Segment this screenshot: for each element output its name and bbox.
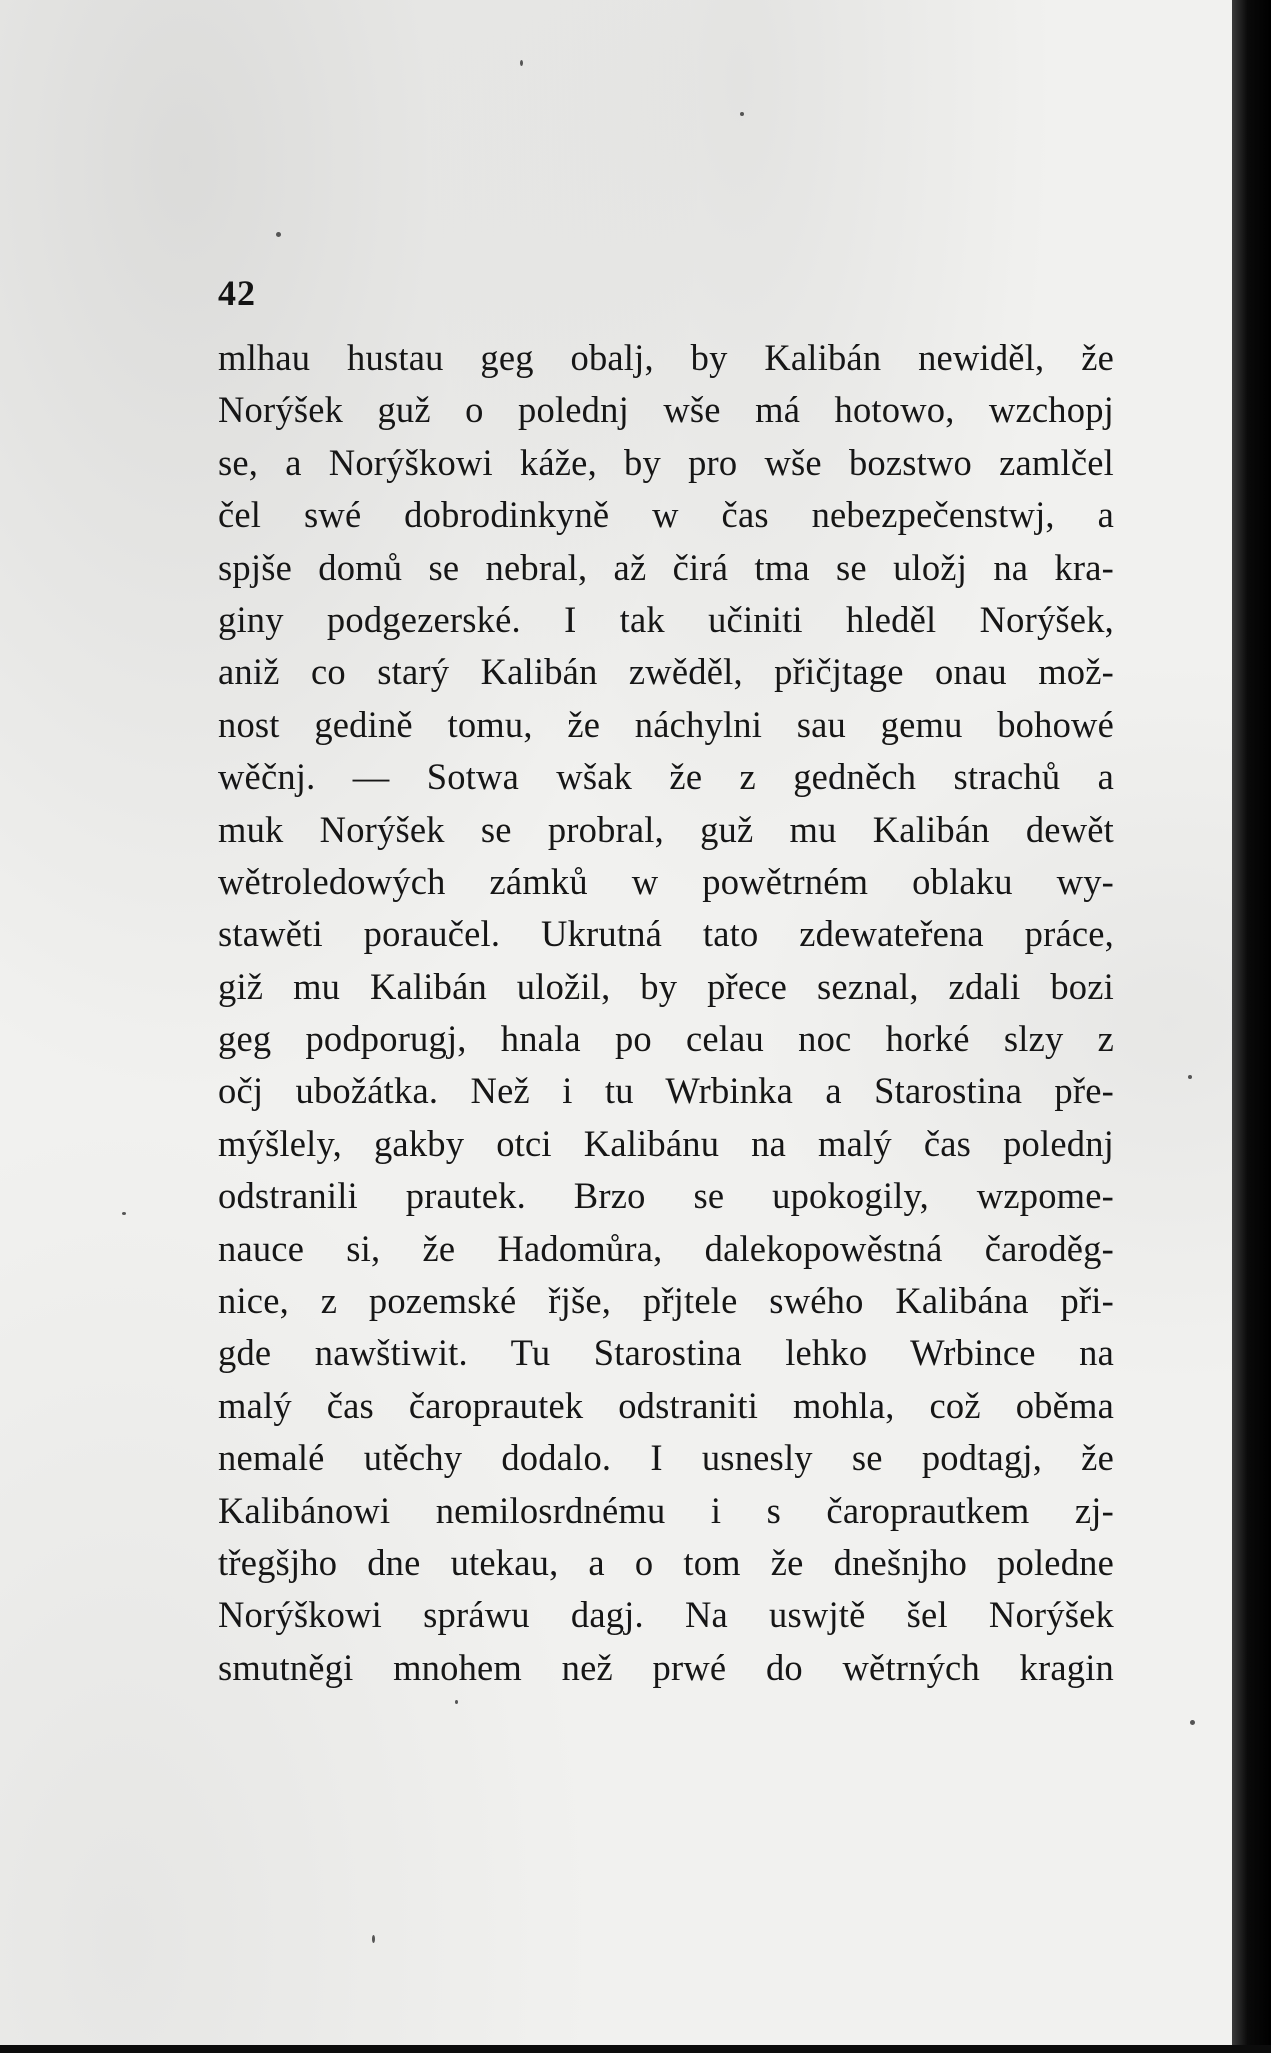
text-line: giny podgezerské. I tak učiniti hleděl Norýšek, xyxy=(218,598,1114,640)
paper-speck xyxy=(372,1935,375,1943)
text-line: se, a Norýškowi káže, by pro wše bozstwo zamlčel xyxy=(218,441,1114,483)
text-line: wěčnj. — Sotwa wšak že z gedněch strachů a xyxy=(218,756,1114,798)
text-line: mlhau hustau geg obalj, by Kalibán newiděl, že xyxy=(218,337,1114,378)
text-line: Norýškowi spráwu dagj. Na uswjtě šel Norýšek xyxy=(218,1594,1114,1636)
paper-speck xyxy=(455,1700,458,1704)
text-line: muk Norýšek se probral, guž mu Kalibán dewět xyxy=(218,808,1114,850)
page-number: 42 xyxy=(218,273,256,313)
text-line: giž mu Kalibán uložil, by přece seznal, zdali bozi xyxy=(218,965,1114,1007)
text-line: nauce si, že Hadomůra, dalekopowěstná čaroděg- xyxy=(218,1227,1114,1269)
text-line: nice, z pozemské řjše, přjtele swého Kalibána při- xyxy=(218,1280,1114,1322)
text-line: smutněgi mnohem než prwé do wětrných kragin xyxy=(218,1646,1114,1688)
paper-speck xyxy=(122,1212,126,1215)
text-line: odstranili prautek. Brzo se upokogily, wzpome- xyxy=(218,1175,1114,1217)
paper-speck xyxy=(1190,1720,1195,1725)
text-line: mýšlely, gakby otci Kalibánu na malý čas polednj xyxy=(218,1122,1114,1164)
text-line: gde nawštiwit. Tu Starostina lehko Wrbince na xyxy=(218,1332,1114,1374)
text-line: aniž co starý Kalibán zwěděl, přičjtage onau mož- xyxy=(218,651,1114,693)
page-edge-bottom xyxy=(0,2045,1271,2053)
text-line: stawěti poraučel. Ukrutná tato zdewateřena práce, xyxy=(218,913,1114,955)
text-line: spjše domů se nebral, až čirá tma se uložj na kra- xyxy=(218,546,1114,588)
paper-speck xyxy=(276,232,281,237)
text-line: malý čas čaroprautek odstraniti mohla, což oběma xyxy=(218,1384,1114,1426)
text-line: geg podporugj, hnala po celau noc horké slzy z xyxy=(218,1018,1114,1060)
page-edge-shadow xyxy=(1232,0,1271,2053)
text-line: očj ubožátka. Než i tu Wrbinka a Starostina pře- xyxy=(218,1070,1114,1112)
text-line: třegšjho dne utekau, a o tom že dnešnjho poledne xyxy=(218,1541,1114,1583)
paper-speck xyxy=(740,112,744,116)
text-line: Norýšek guž o polednj wše má hotowo, wzchopj xyxy=(218,389,1114,431)
body-text xyxy=(218,332,1114,1694)
text-line: čel swé dobrodinkyně w čas nebezpečenstwj, a xyxy=(218,494,1114,536)
text-line: Kalibánowi nemilosrdnému i s čaroprautkem zj- xyxy=(218,1489,1114,1531)
paper-speck xyxy=(520,60,523,66)
text-line: nemalé utěchy dodalo. I usnesly se podtagj, že xyxy=(218,1437,1114,1479)
paper-speck xyxy=(1188,1075,1192,1079)
text-line: nost gedině tomu, že náchylni sau gemu bohowé xyxy=(218,703,1114,745)
text-line: wětroledowých zámků w powětrném oblaku wy- xyxy=(218,860,1114,902)
